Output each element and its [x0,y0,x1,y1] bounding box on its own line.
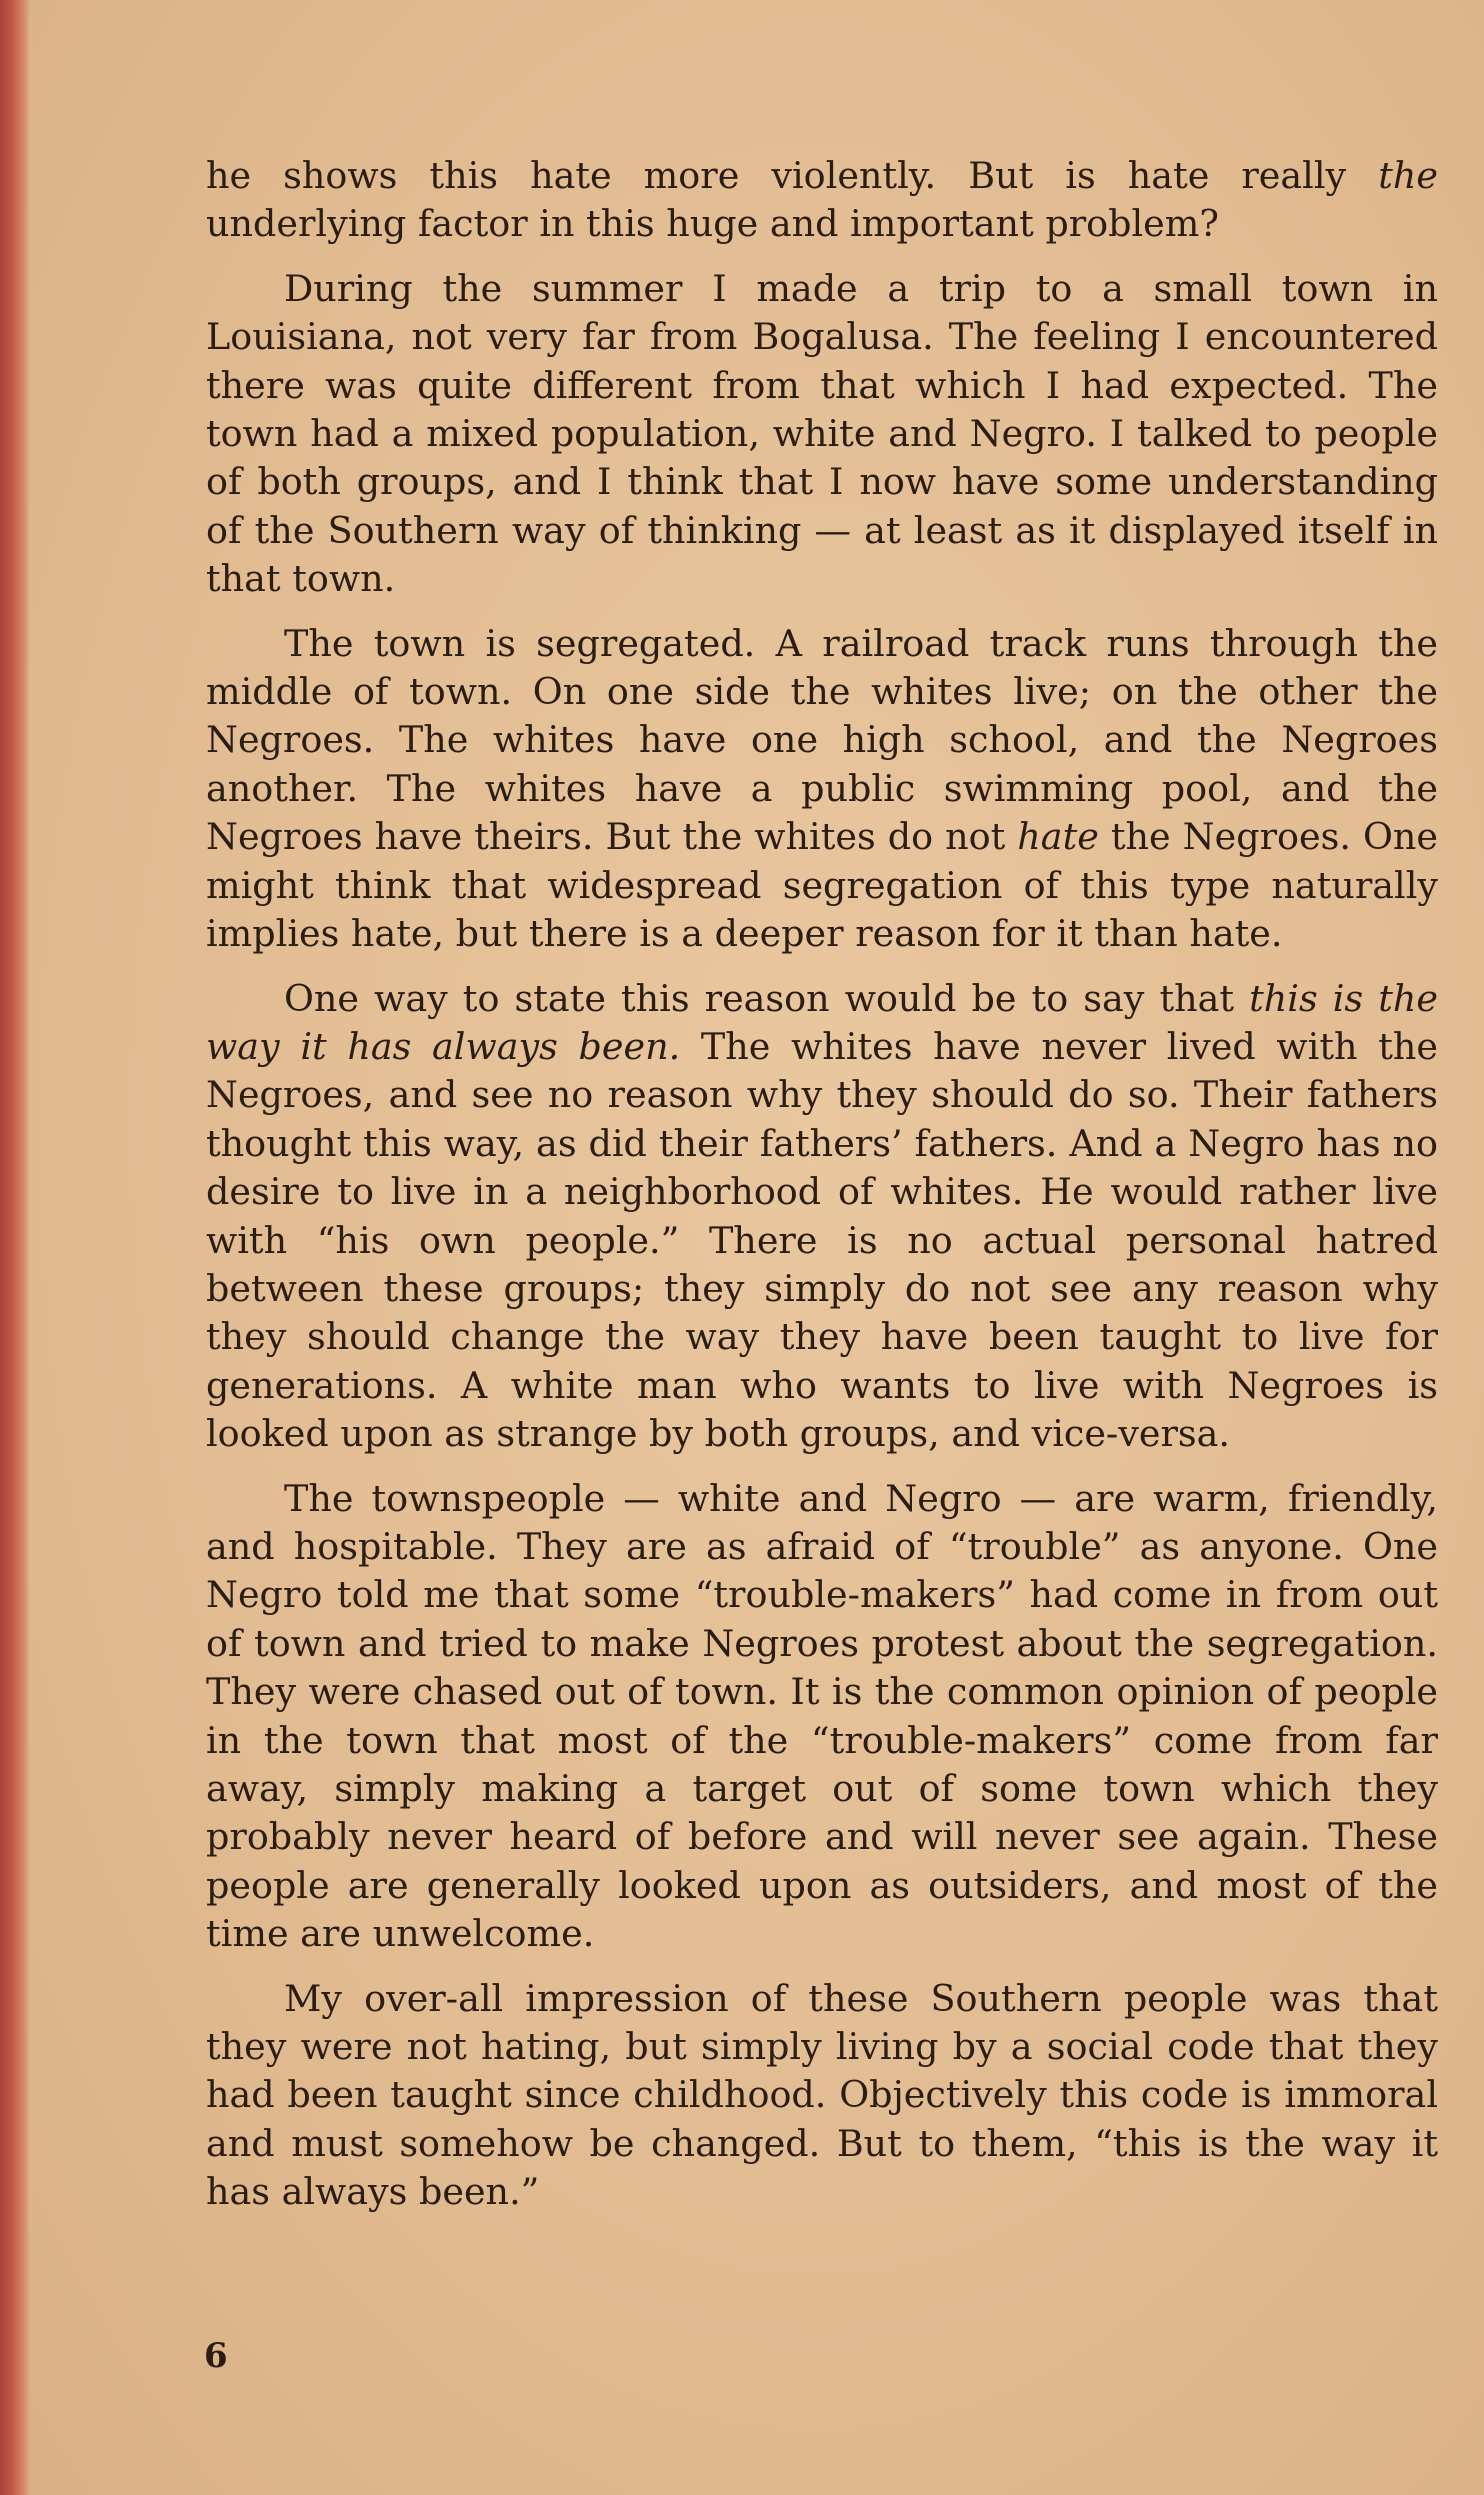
paragraph-4 [206,975,1438,1459]
paragraph-6-segment-1: My over-all impression of these Southern people was that they were not hating, but simply living by a social code that they had been taught since childhood. Objectively this code is immoral and must somehow be changed. But to them, “this is the way it has always been.” [206,1976,1438,2214]
paragraph-4-italic-phrase: this is the way it has always been. [206,976,1438,1068]
paragraph-4-segment-1: One way to state this reason would be to say that [284,976,1250,1020]
paragraph-4-segment-3: The whites have never lived with the Negroes, and see no reason why they should do so. Their fathers thought this way, as did their fathers’ fathers. And a Negro has no desire to live in a neighborhood of whites. He would rather live with “his own people.” There is no actual personal hatred between these groups; they simply do not see any reason why they should change the way they have been taught to live for generations. A white man who wants to live with Negroes is looked upon as strange by both groups, and vice-versa. [206,1024,1438,1456]
book-binding-edge [0,0,30,2495]
paragraph-2-segment-1: During the summer I made a trip to a small town in Louisiana, not very far from Bogalusa. The feeling I encountered there was quite different from that which I had expected. The town had a mixed population, white and Negro. I talked to people of both groups, and I think that I now have some understanding of the Southern way of thinking — at least as it displayed itself in that town. [206,266,1438,601]
paragraph-1 [206,152,1438,249]
paragraph-3 [206,620,1438,959]
paragraph-6 [206,1975,1438,2217]
body-text [206,152,1438,2233]
page-number: 6 [204,2336,228,2376]
paragraph-3-italic-hate: hate [1017,815,1099,859]
paragraph-1-italic-the: the [1378,154,1438,197]
paragraph-1-segment-1: he shows this hate more violently. But is hate really [206,154,1379,197]
paragraph-2 [206,265,1438,604]
paragraph-5-segment-1: The townspeople — white and Negro — are warm, friendly, and hospitable. They are as afraid of “trouble” as anyone. One Negro told me that some “trouble-makers” had come in from out of town and tried to make Negroes protest about the segregation. They were chased out of town. It is the common opinion of people in the town that most of the “trouble-makers” come from far away, simply making a target out of some town which they probably never heard of before and will never see again. These people are generally looked upon as outsiders, and most of the time are unwelcome. [206,1476,1438,1956]
paragraph-3-segment-1: The town is segregated. A railroad track runs through the middle of town. On one side the whites live; on the other the Negroes. The whites have one high school, and the Negroes another. The whites have a public swimming pool, and the Negroes have theirs. But the whites do not [206,621,1438,859]
paragraph-1-segment-3: underlying factor in this huge and important problem? [206,202,1219,246]
paragraph-5 [206,1475,1438,1959]
paragraph-3-segment-3: the Negroes. One might think that widespread segregation of this type naturally implies hate, but there is a deeper reason for it than hate. [206,815,1438,956]
